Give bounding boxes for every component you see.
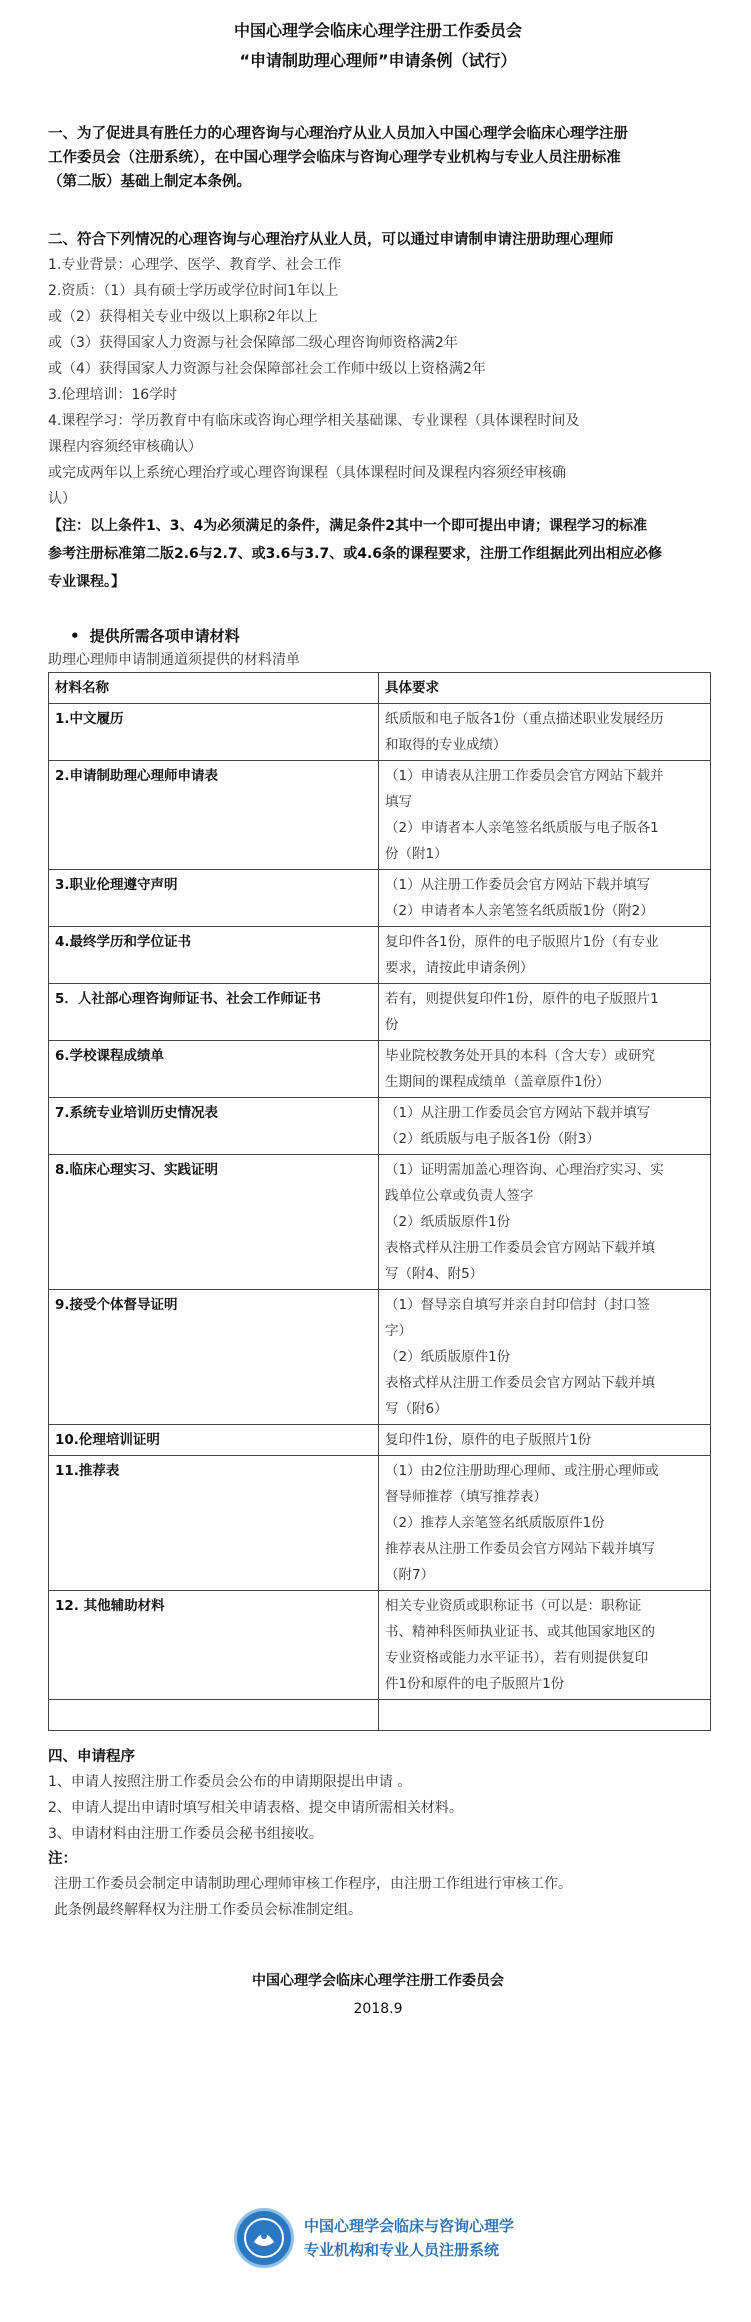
material-requirement [379, 927, 711, 984]
section-4-note-item: 注册工作委员会制定申请制助理心理师审核工作程序，由注册工作组进行审核工作。 [54, 1876, 572, 1892]
section-4-item: 2、申请人提出申请时填写相关申请表格、提交申请所需相关材料。 [48, 1800, 463, 1816]
requirement-line: 复印件1份，原件的电子版照片1份 [385, 1432, 592, 1448]
material-name: 9.接受个体督导证明 [49, 1290, 379, 1425]
section-2-note: 【注：以上条件1、3、4为必须满足的条件，满足条件2其中一个即可提出申请；课程学习的标准 [48, 518, 647, 534]
table-row [49, 1425, 711, 1456]
material-name: 12. 其他辅助材料 [49, 1591, 379, 1700]
material-name: 1.中文履历 [49, 704, 379, 761]
material-requirement [379, 1155, 711, 1290]
material-requirement [379, 1456, 711, 1591]
registry-emblem-icon [234, 2208, 294, 2268]
requirement-line: （2）申请者本人亲笔签名纸质版与电子版各1 [385, 820, 659, 836]
requirement-line: 份 [385, 1017, 399, 1033]
footer-date: 2018.9 [353, 2001, 403, 2017]
section-4-note-item: 此条例最终解释权为注册工作委员会标准制定组。 [54, 1902, 362, 1918]
section-2-item: 课程内容须经审核确认） [48, 439, 202, 455]
requirement-line: 若有，则提供复印件1份，原件的电子版照片1 [385, 991, 659, 1007]
document-title-line2: “申请制助理心理师”申请条例（试行） [239, 51, 517, 70]
section-4-heading: 四、申请程序 [48, 1749, 135, 1765]
materials-caption: 助理心理师申请制通道须提供的材料清单 [48, 652, 300, 668]
section-2-item: 或（4）获得国家人力资源与社会保障部社会工作师中级以上资格满2年 [48, 361, 486, 377]
section-1 [48, 122, 708, 194]
table-row [49, 1290, 711, 1425]
section-2-heading: 二、符合下列情况的心理咨询与心理治疗从业人员，可以通过申请制申请注册助理心理师 [48, 232, 614, 248]
requirement-line: 相关专业资质或职称证书（可以是：职称证 [385, 1598, 642, 1614]
table-row [49, 761, 711, 870]
section-4-note-label: 注： [48, 1851, 77, 1867]
section-2-item: 认） [48, 491, 76, 507]
material-name: 3.职业伦理遵守声明 [49, 870, 379, 927]
table-row [49, 984, 711, 1041]
section-2-item: 或（2）获得相关专业中级以上职称2年以上 [48, 309, 318, 325]
requirement-line: （附7） [385, 1567, 435, 1583]
section-2-note: 专业课程。】 [48, 574, 125, 590]
material-name: 8.临床心理实习、实践证明 [49, 1155, 379, 1290]
material-name: 10.伦理培训证明 [49, 1425, 379, 1456]
requirement-line: （2）申请者本人亲笔签名纸质版1份（附2） [385, 903, 654, 919]
requirement-line: 复印件各1份，原件的电子版照片1份（有专业 [385, 934, 659, 950]
requirement-line: （1）证明需加盖心理咨询、心理治疗实习、实 [385, 1162, 664, 1178]
requirement-line: 份（附1） [385, 846, 448, 862]
section-4-item: 1、申请人按照注册工作委员会公布的申请期限提出申请 。 [48, 1774, 412, 1790]
requirement-line: （1）由2位注册助理心理师、或注册心理师或 [385, 1463, 659, 1479]
material-name: 11.推荐表 [49, 1456, 379, 1591]
table-header-name: 材料名称 [49, 673, 379, 704]
document-page [48, 0, 708, 2023]
material-requirement [379, 1290, 711, 1425]
requirement-line: 生期间的课程成绩单（盖章原件1份） [385, 1074, 610, 1090]
table-row [49, 704, 711, 761]
requirement-line: 专业资格或能力水平证书），若有则提供复印 [385, 1650, 649, 1666]
section-2-item: 或完成两年以上系统心理治疗或心理咨询课程（具体课程时间及课程内容须经审核确 [48, 465, 566, 481]
material-requirement [379, 870, 711, 927]
section-2-item: 2.资质：（1）具有硕士学历或学位时间1年以上 [48, 283, 339, 299]
logo-line2: 专业机构和专业人员注册系统 [304, 2241, 500, 2259]
table-row [49, 870, 711, 927]
materials-table [48, 672, 711, 1731]
requirement-line: 字） [385, 1323, 412, 1339]
table-header-row [49, 673, 711, 704]
table-row [49, 1098, 711, 1155]
footer [48, 1967, 708, 2023]
material-name: 2.申请制助理心理师申请表 [49, 761, 379, 870]
section-2-item: 4.课程学习：学历教育中有临床或咨询心理学相关基础课、专业课程（具体课程时间及 [48, 413, 580, 429]
section-3 [48, 624, 708, 1731]
requirement-line: （1）从注册工作委员会官方网站下载并填写 [385, 877, 651, 893]
section-2-item: 1.专业背景：心理学、医学、教育学、社会工作 [48, 257, 342, 273]
requirement-line: 书、精神科医师执业证书、或其他国家地区的 [385, 1624, 655, 1640]
material-requirement [379, 1098, 711, 1155]
requirement-line: 督导师推荐（填写推荐表） [385, 1489, 547, 1505]
section-1-line: 一、为了促进具有胜任力的心理咨询与心理治疗从业人员加入中国心理学会临床心理学注册 [48, 126, 628, 142]
registry-logo [234, 2200, 554, 2276]
section-4 [48, 1745, 708, 1923]
section-1-line: （第二版）基础上制定本条例。 [48, 174, 251, 190]
table-row [49, 1041, 711, 1098]
material-requirement [379, 1591, 711, 1700]
footer-signature: 中国心理学会临床心理学注册工作委员会 [252, 1973, 504, 1989]
section-2-item: 或（3）获得国家人力资源与社会保障部二级心理咨询师资格满2年 [48, 335, 458, 351]
requirement-line: 毕业院校教务处开具的本科（含大专）或研究 [385, 1048, 655, 1064]
table-row [49, 1456, 711, 1591]
requirement-line: （1）申请表从注册工作委员会官方网站下载并 [385, 768, 664, 784]
materials-bullet: • 提供所需各项申请材料 [70, 624, 708, 648]
requirement-line: （2）纸质版原件1份 [385, 1214, 511, 1230]
material-name: 6.学校课程成绩单 [49, 1041, 379, 1098]
requirement-line: 写（附4、附5） [385, 1266, 484, 1282]
requirement-line: 纸质版和电子版各1份（重点描述职业发展经历 [385, 711, 664, 727]
requirement-line: 填写 [385, 794, 412, 810]
requirement-line: （2）推荐人亲笔签名纸质版原件1份 [385, 1515, 605, 1531]
table-row-empty [49, 1700, 711, 1731]
requirement-line: 件1份和原件的电子版照片1份 [385, 1676, 565, 1692]
material-requirement [379, 1425, 711, 1456]
section-2-note: 参考注册标准第二版2.6与2.7、或3.6与3.7、或4.6条的课程要求，注册工作组据此列出相应必修 [48, 546, 663, 562]
table-row [49, 1155, 711, 1290]
material-requirement [379, 761, 711, 870]
requirement-line: （1）从注册工作委员会官方网站下载并填写 [385, 1105, 651, 1121]
section-4-item: 3、申请材料由注册工作委员会秘书组接收。 [48, 1826, 323, 1842]
requirement-line: 要求，请按此申请条例） [385, 960, 534, 976]
material-requirement [379, 984, 711, 1041]
section-2 [48, 228, 708, 596]
material-requirement [379, 704, 711, 761]
table-header-requirement: 具体要求 [379, 673, 711, 704]
table-row [49, 927, 711, 984]
requirement-line: 和取得的专业成绩） [385, 737, 507, 753]
material-name: 7.系统专业培训历史情况表 [49, 1098, 379, 1155]
requirement-line: 表格式样从注册工作委员会官方网站下载并填 [385, 1240, 655, 1256]
logo-line1: 中国心理学会临床与咨询心理学 [304, 2217, 515, 2235]
material-requirement [379, 1041, 711, 1098]
requirement-line: （1）督导亲自填写并亲自封印信封（封口签 [385, 1297, 651, 1313]
requirement-line: 践单位公章或负责人签字 [385, 1188, 534, 1204]
material-name: 4.最终学历和学位证书 [49, 927, 379, 984]
table-row [49, 1591, 711, 1700]
requirement-line: 写（附6） [385, 1401, 448, 1417]
requirement-line: 推荐表从注册工作委员会官方网站下载并填写 [385, 1541, 655, 1557]
material-name: 5．人社部心理咨询师证书、社会工作师证书 [49, 984, 379, 1041]
section-1-line: 工作委员会（注册系统），在中国心理学会临床与咨询心理学专业机构与专业人员注册标准 [48, 150, 621, 166]
requirement-line: （2）纸质版与电子版各1份（附3） [385, 1131, 600, 1147]
requirement-line: 表格式样从注册工作委员会官方网站下载并填 [385, 1375, 655, 1391]
requirement-line: （2）纸质版原件1份 [385, 1349, 511, 1365]
section-2-item: 3.伦理培训：16学时 [48, 387, 178, 403]
document-title-line1: 中国心理学会临床心理学注册工作委员会 [233, 21, 522, 40]
registry-logo-text [304, 2214, 514, 2262]
